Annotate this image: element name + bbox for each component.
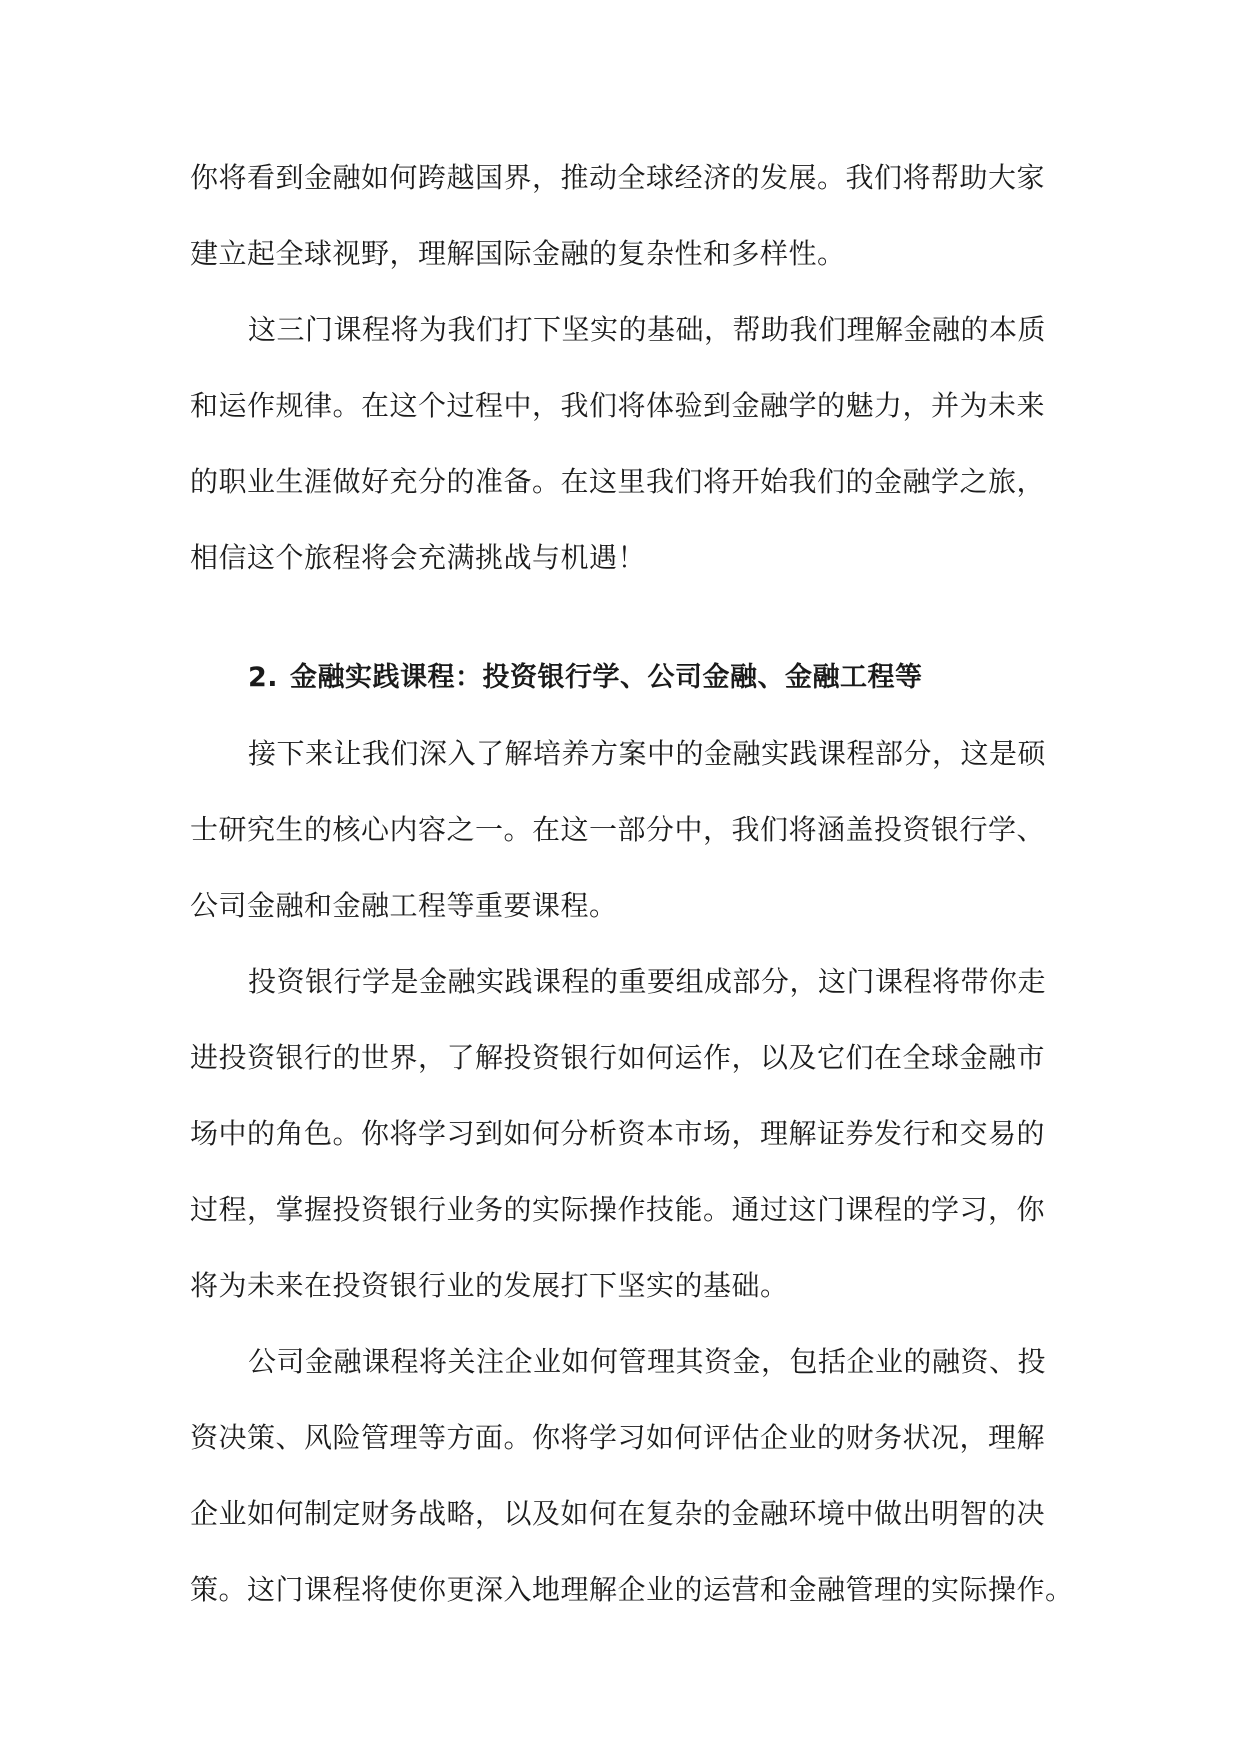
text-line: 策。这门课程将使你更深入地理解企业的运营和金融管理的实际操作。 [190,1573,1074,1606]
text-line: 将为未来在投资银行业的发展打下坚实的基础。 [190,1269,789,1302]
paragraph-corporate-finance [190,1324,1074,1628]
text-line: 进投资银行的世界，了解投资银行如何运作，以及它们在全球金融市 [190,1041,1046,1074]
section-spacer [190,596,1070,640]
text-line: 的职业生涯做好充分的准备。在这里我们将开始我们的金融学之旅， [190,465,1046,498]
section-title: 金融实践课程：投资银行学、公司金融、金融工程等 [290,662,923,693]
text-line: 公司金融和金融工程等重要课程。 [190,889,618,922]
paragraph-practice-intro [190,716,1070,944]
text-line: 士研究生的核心内容之一。在这一部分中，我们将涵盖投资银行学、 [190,813,1046,846]
paragraph-international-finance [190,140,1070,292]
text-line: 建立起全球视野，理解国际金融的复杂性和多样性。 [190,237,846,270]
text-line: 接下来让我们深入了解培养方案中的金融实践课程部分，这是硕 [248,737,1047,770]
text-line: 相信这个旅程将会充满挑战与机遇！ [190,541,647,574]
paragraph-investment-banking [190,944,1070,1324]
text-line: 这三门课程将为我们打下坚实的基础，帮助我们理解金融的本质 [248,313,1047,346]
text-line: 你将看到金融如何跨越国界，推动全球经济的发展。我们将帮助大家 [190,161,1046,194]
text-line: 公司金融课程将关注企业如何管理其资金，包括企业的融资、投 [248,1345,1047,1378]
document-body [190,140,1074,1628]
text-line: 场中的角色。你将学习到如何分析资本市场，理解证券发行和交易的 [190,1117,1046,1150]
paragraph-courses-summary [190,292,1070,596]
text-line: 过程，掌握投资银行业务的实际操作技能。通过这门课程的学习，你 [190,1193,1046,1226]
section-heading [190,640,1070,716]
text-line: 和运作规律。在这个过程中，我们将体验到金融学的魅力，并为未来 [190,389,1046,422]
section-number: 2. [248,662,279,693]
text-line: 投资银行学是金融实践课程的重要组成部分，这门课程将带你走 [248,965,1047,998]
text-line: 资决策、风险管理等方面。你将学习如何评估企业的财务状况，理解 [190,1421,1046,1454]
text-line: 企业如何制定财务战略，以及如何在复杂的金融环境中做出明智的决 [190,1497,1046,1530]
